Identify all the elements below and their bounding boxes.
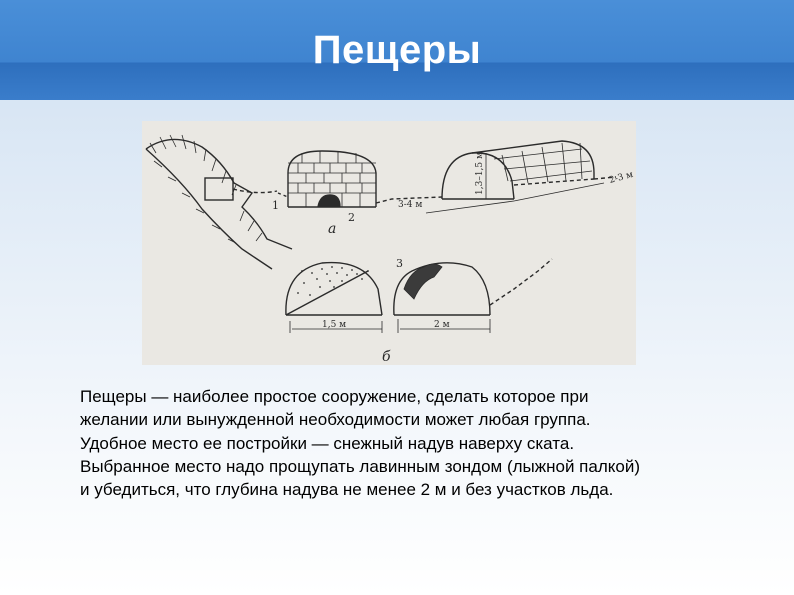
tunnel-cave-drawing (426, 141, 616, 213)
label-length-2-3m: 2-3 м (608, 169, 635, 186)
label-width-1-5m: 1,5 м (322, 320, 347, 330)
label-b: б (382, 349, 391, 365)
body-line-2: желании или вынужденной необходимости может любая группа. (80, 410, 591, 430)
label-a: а (328, 221, 337, 237)
label-width-3-4m: 3-4 м (398, 200, 423, 210)
label-1: 1 (272, 199, 279, 212)
snow-slope-drawing (146, 135, 292, 269)
brick-cave-drawing (278, 151, 442, 207)
label-height: 1,3–1,5 м (475, 152, 485, 195)
body-line-5: и убедиться, что глубина надува не менее 2 м и без участков льда. (80, 480, 614, 500)
slide-title: Пещеры (312, 28, 482, 72)
cave-diagram-figure (142, 121, 636, 365)
open-cave-drawing (394, 259, 552, 333)
body-paragraph (80, 385, 760, 501)
label-2: 2 (348, 211, 355, 224)
label-3: 3 (396, 257, 403, 270)
body-line-3: Удобное место ее постройки — снежный надув наверху ската. (80, 433, 575, 453)
cave-diagram (142, 121, 636, 365)
body-line-1: Пещеры — наиболее простое сооружение, сделать которое при (80, 387, 589, 406)
label-width-2m: 2 м (434, 320, 450, 330)
body-line-4: Выбранное место надо прощупать лавинным зондом (лыжной палкой) (80, 456, 641, 476)
snow-stipple (297, 266, 369, 296)
